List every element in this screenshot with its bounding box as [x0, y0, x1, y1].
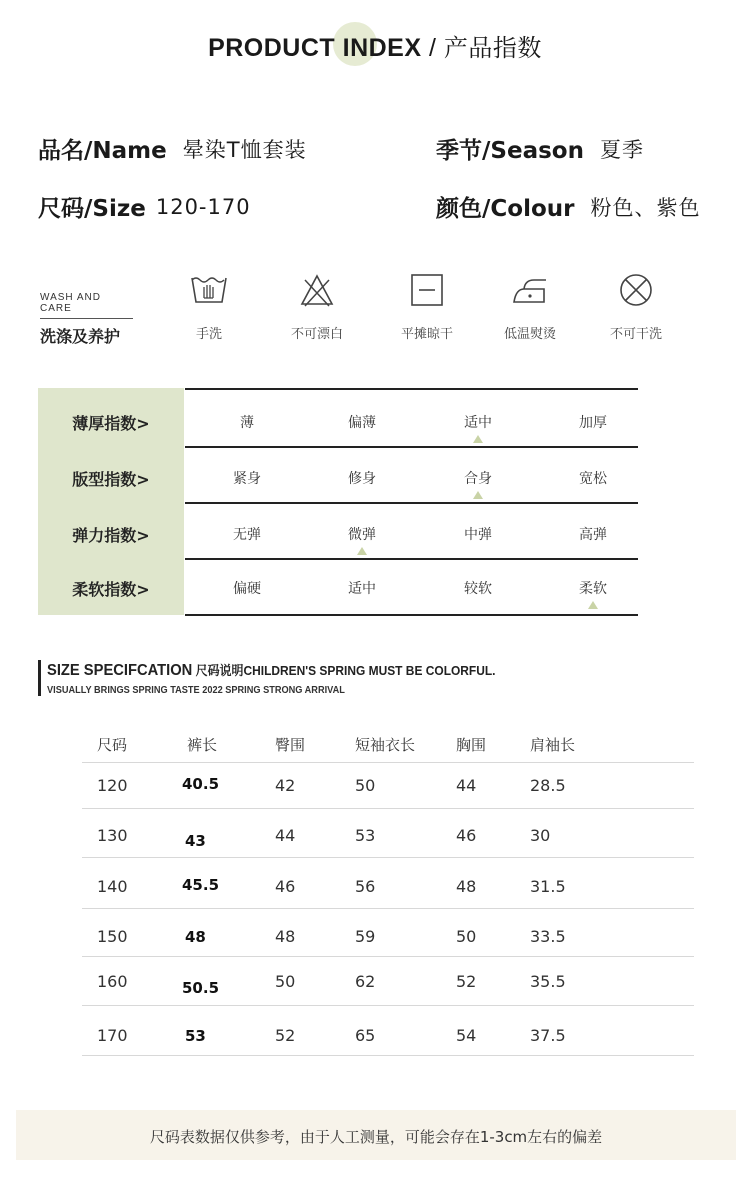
index-option: 薄	[240, 415, 254, 431]
size-table-divider	[82, 956, 694, 957]
index-row-label: 薄厚指数>	[72, 414, 150, 433]
index-divider	[185, 502, 638, 504]
index-selected-marker	[473, 491, 483, 499]
colour-label: 颜色/Colour	[436, 196, 575, 222]
size-table-cell: 30	[530, 826, 551, 845]
size-table-cell: 40.5	[182, 775, 220, 793]
index-option: 适中	[464, 415, 492, 431]
size-table-divider	[82, 908, 694, 909]
care-label: 平摊晾干	[400, 327, 453, 342]
dry-flat-icon	[407, 272, 447, 308]
index-option: 较软	[464, 581, 492, 597]
care-label: 不可漂白	[290, 327, 343, 342]
size-table-cell: 31.5	[530, 877, 566, 896]
care-label: 低温熨烫	[503, 327, 556, 342]
size-table-cell: 53	[185, 1027, 206, 1045]
index-divider	[185, 614, 638, 616]
size-spec-heading	[38, 660, 535, 696]
size-table-header: 裤长	[187, 736, 218, 754]
index-option: 适中	[348, 581, 376, 597]
index-row-label: 版型指数>	[72, 470, 150, 489]
index-option: 偏硬	[233, 581, 261, 597]
size-table-cell: 48	[185, 928, 206, 946]
size-table-cell: 62	[355, 972, 376, 991]
info-colour	[436, 190, 700, 223]
size-table-cell: 130	[97, 826, 128, 845]
index-option: 高弹	[579, 527, 607, 543]
index-divider	[185, 558, 638, 560]
care-item-hand-wash	[164, 272, 254, 342]
wash-care-cn: 洗涤及养护	[40, 327, 121, 346]
size-table-cell: 35.5	[530, 972, 566, 991]
size-table-cell: 54	[456, 1026, 477, 1045]
index-option: 微弹	[348, 527, 376, 543]
size-table-cell: 50.5	[182, 979, 220, 997]
index-selected-marker	[357, 547, 367, 555]
index-row-label: 弹力指数>	[72, 526, 150, 545]
index-option: 加厚	[579, 415, 607, 431]
size-table-divider	[82, 1005, 694, 1006]
size-table-cell: 48	[275, 927, 296, 946]
size-table-cell: 140	[97, 877, 128, 896]
size-table-cell: 37.5	[530, 1026, 566, 1045]
size-label: 尺码/Size	[38, 196, 146, 222]
care-item-no-bleach	[272, 272, 362, 342]
size-table-cell: 50	[456, 927, 477, 946]
size-table-header: 臀围	[275, 736, 306, 754]
iron-low-icon	[510, 272, 550, 308]
size-table-cell: 44	[275, 826, 296, 845]
size-table-cell: 150	[97, 927, 128, 946]
size-table-cell: 46	[275, 877, 296, 896]
index-option: 修身	[348, 471, 376, 487]
size-table-cell: 65	[355, 1026, 376, 1045]
size-table-cell: 48	[456, 877, 477, 896]
size-spec-title: SIZE SPECIFCATION	[47, 662, 193, 679]
size-table-cell: 43	[185, 832, 206, 850]
index-option: 中弹	[464, 527, 492, 543]
info-size	[38, 190, 251, 223]
size-spec-title-cn: 尺码说明	[195, 664, 244, 679]
index-option: 紧身	[233, 471, 261, 487]
index-selected-marker	[588, 601, 598, 609]
season-value: 夏季	[599, 137, 644, 162]
title-en: PRODUCT INDEX	[208, 34, 422, 62]
name-label: 品名/Name	[38, 138, 167, 164]
hand-wash-icon	[189, 272, 229, 308]
size-table-cell: 59	[355, 927, 376, 946]
size-table-cell: 120	[97, 776, 128, 795]
season-label: 季节/Season	[436, 138, 584, 164]
index-option: 合身	[464, 471, 492, 487]
index-row-label: 柔软指数>	[72, 580, 150, 599]
size-table-header: 短袖衣长	[355, 736, 416, 754]
index-divider	[185, 446, 638, 448]
wash-care-en: WASH AND CARE	[40, 292, 133, 319]
wash-care-heading	[40, 292, 133, 347]
index-divider	[185, 388, 638, 390]
size-table-cell: 42	[275, 776, 296, 795]
size-table-header: 肩袖长	[530, 736, 576, 754]
no-tumble-dry-icon	[616, 272, 656, 308]
size-spec-subheading: VISUALLY BRINGS SPRING TASTE 2022 SPRING STRONG ARRIVAL	[47, 685, 345, 696]
size-table-cell: 160	[97, 972, 128, 991]
size-table-cell: 170	[97, 1026, 128, 1045]
size-table-cell: 50	[355, 776, 376, 795]
page-title	[0, 28, 750, 63]
size-table-cell: 53	[355, 826, 376, 845]
index-option: 无弹	[233, 527, 261, 543]
name-value: 晕染T恤套装	[182, 137, 307, 162]
size-value: 120-170	[155, 194, 251, 219]
info-season	[436, 132, 644, 165]
colour-value: 粉色、紫色	[590, 195, 701, 220]
title-separator: /	[429, 34, 437, 62]
title-cn: 产品指数	[443, 34, 542, 62]
size-table-divider	[82, 808, 694, 809]
index-option: 偏薄	[348, 415, 376, 431]
size-table-divider	[82, 857, 694, 858]
size-table-header: 尺码	[97, 736, 128, 754]
size-table-header: 胸围	[456, 736, 487, 754]
care-item-dry-flat	[382, 272, 472, 342]
size-table-cell: 45.5	[182, 876, 220, 894]
index-option: 柔软	[579, 581, 607, 597]
size-table-cell: 56	[355, 877, 376, 896]
size-table-cell: 52	[275, 1026, 296, 1045]
size-table-cell: 33.5	[530, 927, 566, 946]
care-label: 不可干洗	[609, 327, 662, 342]
care-label: 手洗	[195, 327, 222, 342]
index-option: 宽松	[579, 471, 607, 487]
index-selected-marker	[473, 435, 483, 443]
info-name	[38, 132, 307, 165]
size-table-cell: 52	[456, 972, 477, 991]
size-spec-tagline: CHILDREN'S SPRING MUST BE COLORFUL.	[243, 663, 496, 678]
no-bleach-icon	[297, 272, 337, 308]
size-table-cell: 50	[275, 972, 296, 991]
size-table-cell: 46	[456, 826, 477, 845]
size-table-divider	[82, 1055, 694, 1056]
size-table-divider	[82, 762, 694, 763]
footer-note: 尺码表数据仅供参考，由于人工测量，可能会存在1-3cm左右的偏差	[149, 1128, 603, 1146]
care-item-iron-low	[485, 272, 575, 342]
care-item-no-tumble-dry	[591, 272, 681, 342]
size-table-cell: 28.5	[530, 776, 566, 795]
size-table-cell: 44	[456, 776, 477, 795]
